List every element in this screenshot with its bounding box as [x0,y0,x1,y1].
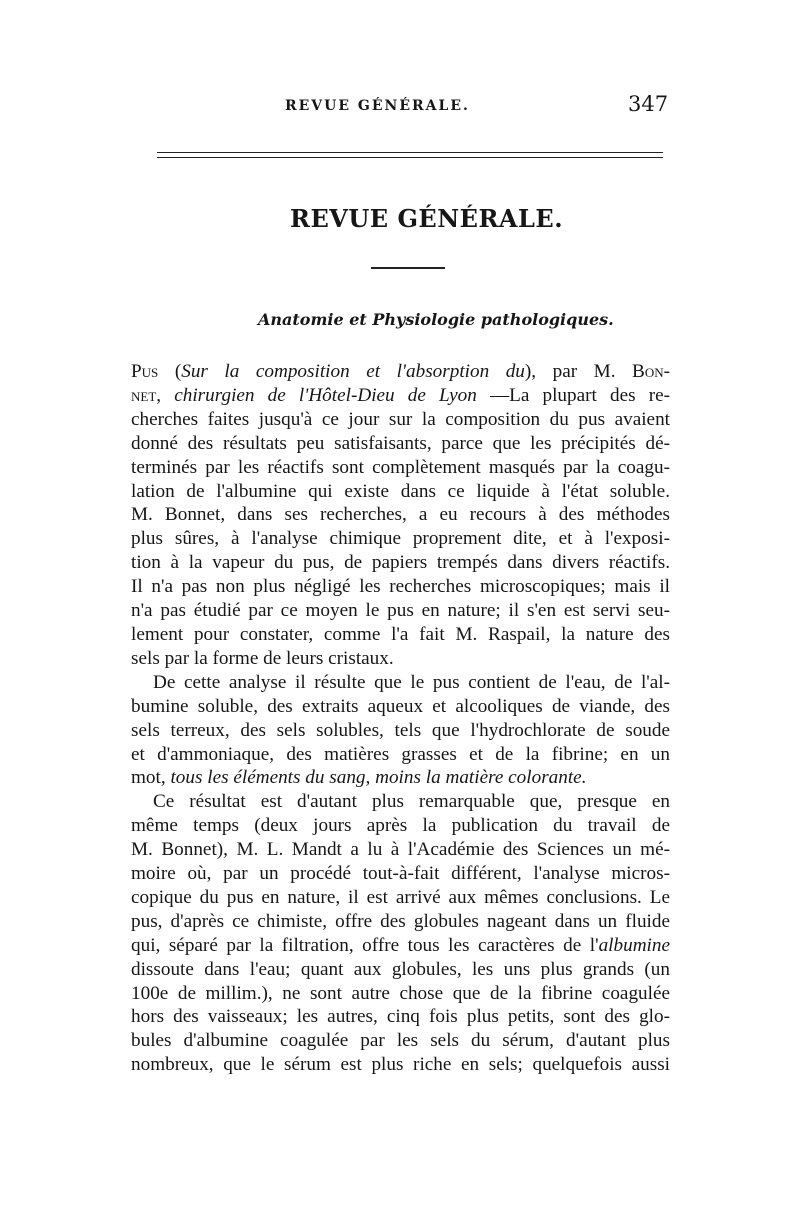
text-line [131,862,670,886]
article-body [131,360,670,1077]
text-line [131,743,670,767]
text-segment: hors des vaisseaux; les autres, cinq fois plus petits, sont des glo- [131,1006,670,1028]
text-segment: 100e de millim.), ne sont autre chose que de la fibrine coagulée [131,982,670,1004]
text-line [131,623,670,647]
text-line [131,934,670,958]
text-line [131,599,670,623]
text-segment: Bon- [632,361,670,382]
text-segment: sels terreux, des sels solubles, tels que l'hydrochlorate de soude [131,719,670,741]
text-segment: mot, [131,767,171,789]
text-line [131,551,670,575]
text-segment: M. Bonnet), M. L. Mandt a lu à l'Académie des Sciences un mé- [131,839,670,861]
text-line [131,790,670,814]
text-line [131,958,670,982]
text-segment: plus sûres, à l'analyse chimique proprement dite, et à l'exposi- [131,528,670,550]
text-segment: albumine [598,934,670,956]
text-line [131,910,670,934]
text-segment: tous les éléments du sang, moins la matière colorante. [170,767,587,789]
text-segment: ( [158,361,182,382]
running-head: REVUE GÉNÉRALE. [285,98,470,114]
text-segment: sels par la forme de leurs cristaux. [131,647,394,669]
text-segment: terminés par les réactifs sont complètement masqués par la coagu- [131,456,670,478]
text-segment: De cette analyse il résulte que le pus contient de l'eau, de l'al- [153,671,670,693]
text-segment: pus, d'après ce chimiste, offre des globules nageant dans un fluide [131,910,670,932]
text-segment: Il n'a pas non plus négligé les recherches microscopiques; mais il [131,576,670,598]
text-segment: lement pour constater, comme l'a fait M. Raspail, la nature des [131,623,670,645]
text-segment: même temps (deux jours après la publication du travail de [131,815,670,837]
text-segment: ), par M. [524,361,633,382]
text-line [131,814,670,838]
text-line [131,384,670,408]
text-line [131,671,670,695]
text-segment: Sur la composition et l'absorption du [181,361,525,382]
text-line [131,838,670,862]
text-line [131,719,670,743]
text-line [131,456,670,480]
text-segment: , [156,384,175,406]
text-segment: M. Bonnet, dans ses recherches, a eu recours à des méthodes [131,504,670,526]
text-segment: —La plupart des re- [476,384,670,406]
text-line [131,647,670,671]
text-line [131,527,670,551]
text-line [131,408,670,432]
short-rule-divider [371,267,445,269]
text-line [131,432,670,456]
text-segment: cherches faites jusqu'à ce jour sur la composition du pus avaient [131,408,670,430]
page-number: 347 [628,92,669,116]
text-segment: chirurgien de l'Hôtel-Dieu de Lyon [174,384,477,406]
text-line [131,575,670,599]
text-segment: donné des résultats peu satisfaisants, parce que les précipités dé- [131,432,670,454]
text-line [131,766,670,790]
text-line [131,1029,670,1053]
text-segment: moire où, par un procédé tout-à-fait différent, l'analyse micros- [131,863,670,885]
text-segment: Ce résultat est d'autant plus remarquable que, presque en [153,791,670,813]
text-line [131,1053,670,1077]
text-segment: bules d'albumine coagulée par les sels du sérum, d'autant plus [131,1030,670,1052]
double-rule-divider [157,152,663,158]
text-segment: dissoute dans l'eau; quant aux globules, les uns plus grands (un [131,958,670,980]
text-segment: n'a pas étudié par ce moyen le pus en nature; il s'en est servi seu- [131,600,670,622]
text-line [131,480,670,504]
text-line [131,360,670,384]
section-title: REVUE GÉNÉRALE. [290,204,564,233]
text-segment: nombreux, que le sérum est plus riche en sels; quelquefois aussi [131,1054,670,1076]
text-segment: bumine soluble, des extraits aqueux et alcooliques de viande, des [131,695,670,717]
text-line [131,982,670,1006]
text-line [131,1005,670,1029]
text-line [131,886,670,910]
text-segment: copique du pus en nature, il est arrivé aux mêmes conclusions. Le [131,886,670,908]
text-segment: net [131,384,157,406]
text-segment: qui, séparé par la filtration, offre tous les caractères de l' [131,934,599,956]
text-line [131,503,670,527]
section-subtitle: Anatomie et Physiologie pathologiques. [258,310,614,329]
text-line [131,695,670,719]
text-segment: tion à la vapeur du pus, de papiers trempés dans divers réactifs. [131,552,670,574]
text-segment: Pus [131,361,159,382]
text-segment: lation de l'albumine qui existe dans ce liquide à l'état soluble. [131,480,670,502]
text-segment: et d'ammoniaque, des matières grasses et de la fibrine; en un [131,743,670,765]
